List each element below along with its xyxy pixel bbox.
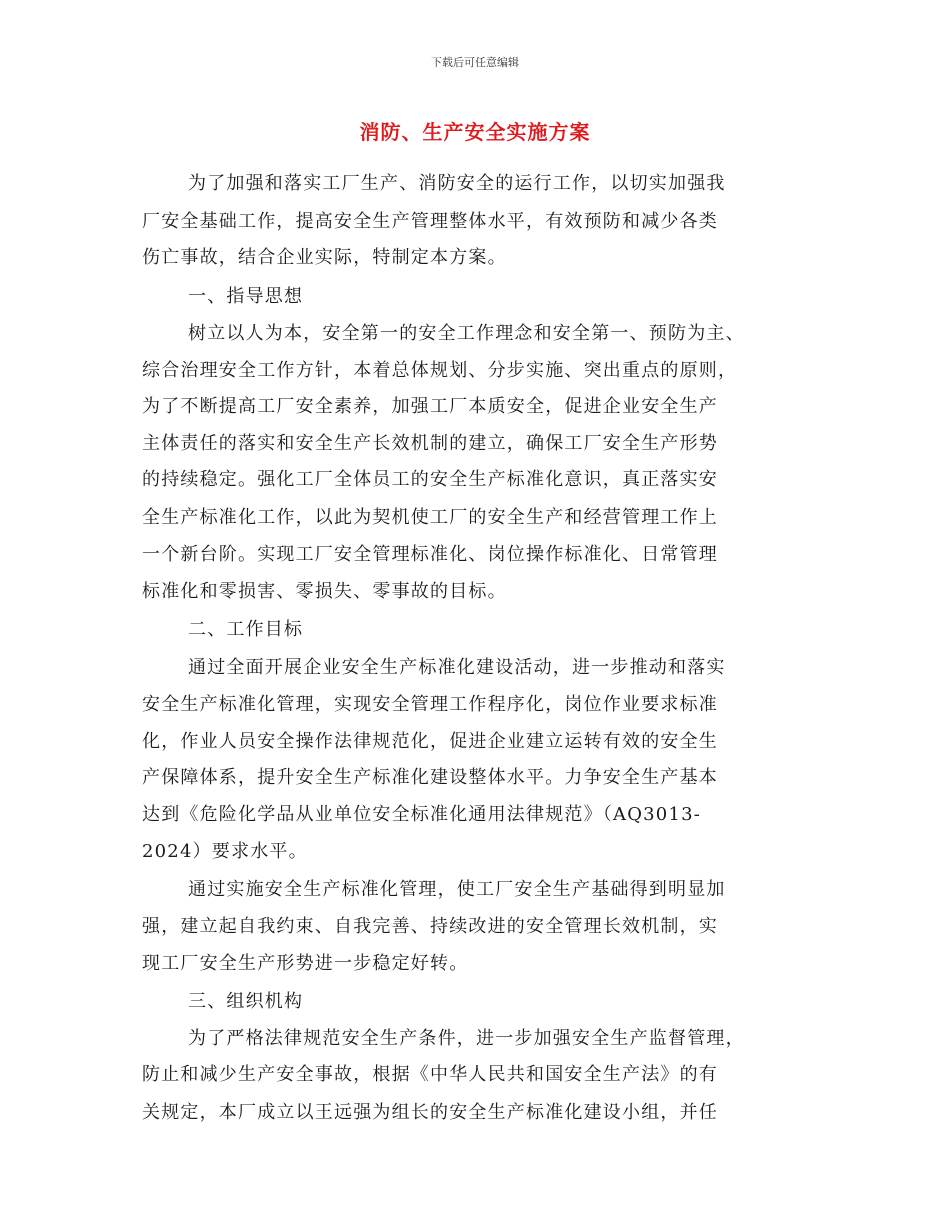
paragraph-line: 二、工作目标 bbox=[188, 619, 304, 640]
paragraph-line: 厂安全基础工作，提高安全生产管理整体水平，有效预防和减少各类 bbox=[142, 211, 718, 232]
paragraph-line: 的持续稳定。强化工厂全体员工的安全生产标准化意识，真正落实安 bbox=[142, 469, 718, 490]
paragraph-line: 树立以人为本，安全第一的安全工作理念和安全第一、预防为主、 bbox=[188, 323, 745, 344]
paragraph-line: 伤亡事故，结合企业实际，特制定本方案。 bbox=[142, 247, 507, 268]
paragraph-line: 通过实施安全生产标准化管理，使工厂安全生产基础得到明显加 bbox=[188, 879, 726, 900]
paragraph-line: 综合治理安全工作方针，本着总体规划、分步实施、突出重点的原则， bbox=[142, 360, 738, 381]
paragraph-line: 为了加强和落实工厂生产、消防安全的运行工作，以切实加强我 bbox=[188, 173, 726, 194]
paragraph-line: 三、组织机构 bbox=[188, 991, 304, 1012]
paragraph-line: 防止和减少生产安全事故，根据《中华人民共和国安全生产法》的有 bbox=[142, 1064, 718, 1085]
paragraph-line: 产保障体系，提升安全生产标准化建设整体水平。力争安全生产基本 bbox=[142, 767, 718, 788]
paragraph-line: 安全生产标准化管理，实现安全管理工作程序化，岗位作业要求标准 bbox=[142, 694, 718, 715]
page-header: 下载后可任意编辑 bbox=[431, 56, 519, 69]
paragraph-line: 达到《危险化学品从业单位安全标准化通用法律规范》（AQ3013- bbox=[142, 804, 702, 825]
paragraph-line: 一个新台阶。实现工厂安全管理标准化、岗位操作标准化、日常管理 bbox=[142, 544, 718, 565]
paragraph-line: 为了不断提高工厂安全素养，加强工厂本质安全，促进企业安全生产 bbox=[142, 396, 718, 417]
paragraph-line: 标准化和零损害、零损失、零事故的目标。 bbox=[142, 581, 507, 602]
paragraph-line: 化，作业人员安全操作法律规范化，促进企业建立运转有效的安全生 bbox=[142, 731, 718, 752]
paragraph-line: 全生产标准化工作，以此为契机使工厂的安全生产和经营管理工作上 bbox=[142, 507, 718, 528]
paragraph-line: 2024）要求水平。 bbox=[142, 841, 308, 862]
paragraph-line: 强，建立起自我约束、自我完善、持续改进的安全管理长效机制，实 bbox=[142, 916, 718, 937]
paragraph-line: 一、指导思想 bbox=[188, 286, 304, 307]
paragraph-line: 通过全面开展企业安全生产标准化建设活动，进一步推动和落实 bbox=[188, 657, 726, 678]
paragraph-line: 现工厂安全生产形势进一步稳定好转。 bbox=[142, 953, 469, 974]
paragraph-line: 关规定，本厂成立以王远强为组长的安全生产标准化建设小组，并任 bbox=[142, 1102, 718, 1123]
document-title: 消防、生产安全实施方案 bbox=[359, 120, 591, 144]
paragraph-line: 为了严格法律规范安全生产条件，进一步加强安全生产监督管理， bbox=[188, 1028, 745, 1049]
paragraph-line: 主体责任的落实和安全生产长效机制的建立，确保工厂安全生产形势 bbox=[142, 433, 718, 454]
